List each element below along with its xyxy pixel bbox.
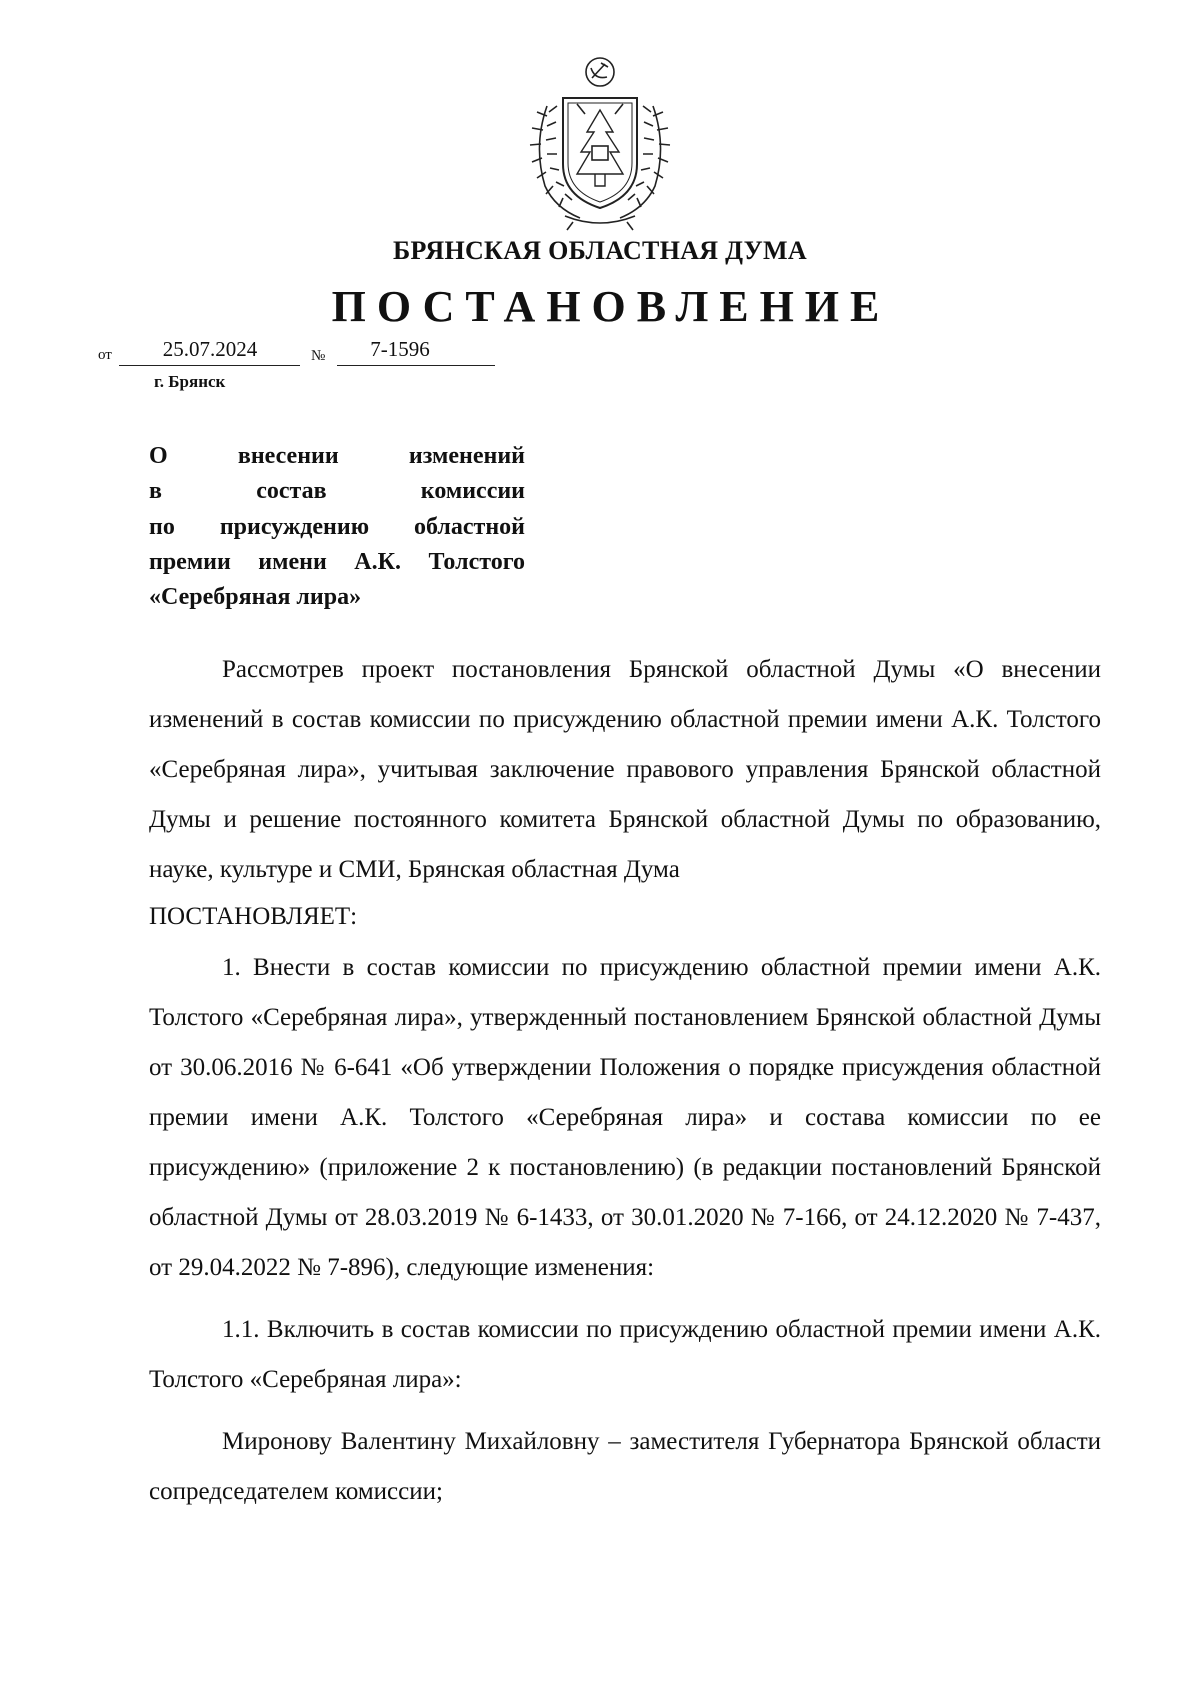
number-underline bbox=[337, 365, 495, 366]
subject-line: по присуждению областной bbox=[149, 513, 525, 540]
document-date: 25.07.2024 bbox=[162, 337, 258, 361]
date-underline bbox=[119, 365, 300, 366]
number-label: № bbox=[311, 348, 326, 364]
subject-line: премии имени А.К. Толстого bbox=[149, 548, 525, 575]
member-paragraph: Миронову Валентину Михайловну – заместителя Губернатора Брянской области сопредседателем комиссии; bbox=[149, 1428, 1101, 1505]
document-subject bbox=[149, 439, 525, 615]
subject-line: «Серебряная лира» bbox=[149, 584, 362, 611]
subject-line: в состав комиссии bbox=[149, 478, 525, 505]
document-type-title: ПОСТАНОВЛЕНИЕ bbox=[331, 282, 891, 331]
document-number: 7-1596 bbox=[370, 337, 430, 361]
subject-line: О внесении изменений bbox=[149, 443, 525, 469]
item-1-paragraph: 1. Внести в состав комиссии по присуждению областной премии имени А.К. Толстого «Серебряная лира», утвержденный постановлением Брянской областной Думы от 30.06.2016 № 6-641 «Об утверждении Положения о порядке присуждения областной премии имени А.К. Толстого «Серебряная лира» и состава комиссии по ее присуждению» (приложение 2 к постановлению) (в редакции постановлений Брянской областной Думы от 28.03.2019 № 6-1433, от 30.01.2020 № 7-166, от 24.12.2020 № 7-437, от 29.04.2022 № 7-896), следующие изменения: bbox=[149, 954, 1101, 1281]
city-name: г. Брянск bbox=[154, 372, 226, 391]
preamble-paragraph: Рассмотрев проект постановления Брянской областной Думы «О внесении изменений в состав комиссии по присуждению областной премии имени А.К. Толстого «Серебряная лира», учитывая заключение правового управления Брянской областной Думы и решение постоянного комитета Брянской областной Думы по образованию, науке, культуре и СМИ, Брянская областная Дума bbox=[149, 656, 1101, 883]
organization-name: БРЯНСКАЯ ОБЛАСТНАЯ ДУМА bbox=[393, 236, 807, 265]
bryansk-coat-of-arms-icon bbox=[525, 46, 675, 236]
item-1-1-paragraph: 1.1. Включить в состав комиссии по присуждению областной премии имени А.К. Толстого «Серебряная лира»: bbox=[149, 1316, 1101, 1393]
resolves-heading: ПОСТАНОВЛЯЕТ: bbox=[149, 903, 358, 930]
date-label: от bbox=[98, 347, 112, 363]
document-body bbox=[149, 645, 1101, 1517]
